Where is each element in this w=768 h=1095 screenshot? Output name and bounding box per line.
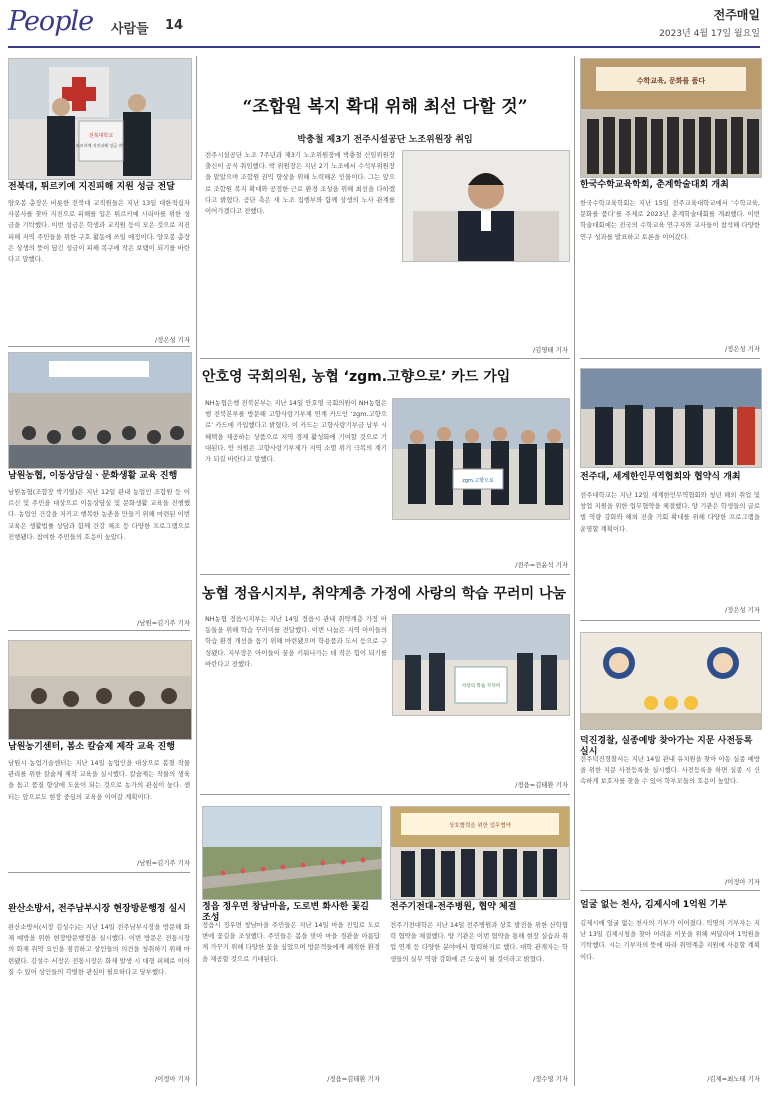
byline-nh-card: /전주=전윤석 기자 bbox=[515, 561, 568, 569]
byline-study-kit: /정읍=김태환 기자 bbox=[515, 781, 568, 789]
body-wansan-fire: 완산소방서(서장 김성수)는 지난 14일 전주남부시장을 방문해 화재 예방을 위한 현장방문행정을 실시했다. 이번 방문은 전통시장의 화재 취약 요인을 점검하고 상인들의 의견을 청취하기 위해 마련됐다. 김성수 서장은 전통시장은 화재 발생 시 대형 피해로 이어질 수 있어 상인들의 각별한 관심이 필요하다고 당부했다. bbox=[8, 923, 190, 976]
byline-namwon-nh: /남원=김기주 기자 bbox=[137, 619, 190, 627]
section-title: 사람들 bbox=[111, 22, 149, 37]
headline-flower-road: 정읍 정우면 창남마을, 도로변 화사한 꽃길 조성 bbox=[202, 902, 369, 924]
body-study-kit-cont bbox=[392, 718, 568, 774]
byline-jeonbuk: /정은성 기자 bbox=[154, 336, 190, 344]
article-divider bbox=[580, 890, 760, 891]
photo-kijeon-agreement bbox=[390, 806, 570, 900]
byline-angel: /김제=최노태 기자 bbox=[707, 1075, 760, 1083]
photo-sign-agreement: 상호협력을 위한 업무협약 bbox=[449, 823, 511, 829]
photo-jeonbuk-donation bbox=[8, 58, 192, 180]
headline-study-kit: 농협 정읍시지부, 취약계층 가정에 사랑의 학습 꾸러미 나눔 bbox=[202, 586, 567, 602]
body-jeonbuk: 양오봉 총장은 비롯한 전북대 교직원들은 지난 13일 대한적십자 사봉사를 찾아 지진으로 피해를 입은 튀르키예 시리아를 위한 성금을 기탁했다. 이번 성금은 학생과 교직원 등이 모은 것으로 지진 피해 지역 주민들을 위한 구호 활동에 쓰일 예정이다. 양오봉 총장은 상생의 뜻이 담긴 성금이 피해 복구에 작은 보탬이 되기를 바란다고 말했다. bbox=[8, 199, 190, 264]
headline-angel: 얼굴 없는 천사, 김제시에 1억원 기부 bbox=[580, 900, 728, 910]
article-divider bbox=[8, 872, 190, 873]
article-divider bbox=[8, 346, 190, 347]
headline-math: 한국수학교육학회, 춘계학술대회 개최 bbox=[580, 180, 729, 190]
photo-math-conference bbox=[580, 58, 762, 178]
photo-sign-trk: 튀르키예 지진피해 성금 전달 bbox=[75, 143, 127, 148]
body-union-cont bbox=[402, 265, 568, 345]
body-namwon-nh: 남원농협(조합장 박기열)은 지난 12일 관내 농업인 조합원 등 어르신 및 주민을 대상으로 이동상담실 및 문화생활 교육을 진행했다. 농업인 건강을 지키고 행복한 농촌을 만들기 위해 마련된 이번 교육은 생활법률 상담과 함께 건강 체조 등 다양한 프로그램으로 진행됐다. 참여한 주민들의 호응이 높았다. bbox=[8, 488, 190, 541]
photo-sign-study: 사랑의 학습 꾸러미 bbox=[461, 684, 501, 689]
photo-namwon-calcium bbox=[8, 640, 192, 740]
headline-namwon-agri: 남원농기센터, 봄소 칼슘제 제작 교육 진행 bbox=[8, 742, 175, 752]
photo-nh-card bbox=[392, 398, 570, 520]
headline-police: 덕진경찰, 실종예방 찾아가는 지문 사전등록 실시 bbox=[580, 736, 753, 758]
column-divider-right bbox=[574, 56, 575, 1086]
article-divider bbox=[580, 358, 760, 359]
headline-jeonbuk: 전북대, 튀르키예 지진피해 지원 성금 전달 bbox=[8, 182, 175, 192]
body-study-kit: NH농협 정읍시지부는 지난 14일 정읍시 관내 취약계층 가정 아동들을 위해 학습 꾸러미를 전달했다. 이번 나눔은 지역 아이들의 학습 환경 개선을 돕기 위해 마련됐으며 학용품과 도서 등으로 구성됐다. 지부장은 아이들이 꿈을 키워나가는 데 작은 힘이 되기를 바란다고 전했다. bbox=[205, 615, 387, 668]
photo-namwon-class bbox=[8, 352, 192, 469]
photo-sign-card: zgm.고향으로 bbox=[462, 478, 494, 484]
article-divider bbox=[580, 620, 760, 621]
photo-jeonju-univ bbox=[580, 368, 762, 468]
photo-police-fingerprint bbox=[580, 632, 762, 730]
byline-flower-road: /정읍=김태환 기자 bbox=[327, 1075, 380, 1083]
section-brand: People bbox=[8, 6, 94, 37]
newspaper-name: 전주매일 bbox=[713, 8, 760, 22]
headline-nh-card: 안호영 국회의원, 농협 ‘zgm.고향으로’ 카드 가입 bbox=[202, 369, 511, 385]
body-angel: 김제시에 얼굴 없는 천사의 기부가 이어졌다. 익명의 기부자는 지난 13일 김제시청을 찾아 어려운 이웃을 위해 써달라며 1억원을 기탁했다. 시는 기부자의 뜻에 따라 취약계층 지원에 사용할 계획이다. bbox=[580, 919, 760, 961]
body-kijeon: 전주기전대학은 지난 14일 전주병원과 상호 발전을 위한 산학협력 협약을 체결했다. 양 기관은 이번 협약을 통해 현장 실습과 취업 연계 등 다양한 분야에서 협력하기로 했다. 대학 관계자는 학생들의 실무 역량 강화에 큰 도움이 될 것이라고 밝혔다. bbox=[390, 921, 568, 963]
byline-wansan-fire: /이정아 기자 bbox=[154, 1075, 190, 1083]
article-divider bbox=[200, 794, 570, 795]
body-police: 전주덕진경찰서는 지난 14일 관내 유치원을 찾아 아동 실종 예방을 위한 지문 사전등록을 실시했다. 사전등록을 하면 실종 시 신속하게 보호자를 찾을 수 있어 학부모들의 호응이 높았다. bbox=[580, 755, 760, 786]
byline-math: /정은성 기자 bbox=[724, 345, 760, 353]
article-divider bbox=[200, 574, 570, 575]
masthead bbox=[8, 4, 760, 48]
byline-union: /김영태 기자 bbox=[532, 346, 568, 354]
issue-date: 2023년 4월 17일 월요일 bbox=[659, 29, 760, 39]
byline-namwon-agri: /남원=김기주 기자 bbox=[137, 859, 190, 867]
byline-police: /이정아 기자 bbox=[724, 878, 760, 886]
column-divider-left bbox=[196, 56, 197, 1086]
photo-union-portrait bbox=[402, 150, 570, 262]
headline-jeonju-univ: 전주대, 세계한인무역협회와 협약식 개최 bbox=[580, 472, 741, 482]
body-namwon-agri: 남원시 농업기술센터는 지난 14일 농업인을 대상으로 봄철 작물 관리를 위한 칼슘제 제작 교육을 실시했다. 칼슘제는 작물의 생육을 돕고 품질 향상에 도움이 되는 것으로 농가의 관심이 높다. 센터는 앞으로도 현장 중심의 교육을 이어갈 계획이다. bbox=[8, 759, 190, 801]
body-flower-road: 정읍시 정우면 창남마을 주민들은 지난 14일 마을 진입로 도로변에 꽃길을 조성했다. 주민들은 봄을 맞아 마을 경관을 아름답게 가꾸기 위해 다양한 꽃을 심었으며 방문객들에게 쾌적한 환경을 제공할 것으로 기대된다. bbox=[202, 921, 380, 963]
photo-flower-road bbox=[202, 806, 382, 900]
subhead-union: 박충철 제3기 전주시설공단 노조위원장 취임 bbox=[297, 135, 473, 145]
headline-kijeon: 전주기전대-전주병원, 협약 체결 bbox=[390, 902, 517, 912]
photo-sign-math: 수학교육, 문화를 품다 bbox=[636, 77, 706, 85]
photo-study-kit bbox=[392, 614, 570, 716]
body-union: 전주시설공단 노조 7주년과 제3기 노조위원장에 박충철 신임위원장 출신이 공식 취임했다. 박 위원장은 지난 2기 노조에서 수석부위원장을 맡았으며 조합원 권익 향상을 위해 노력해온 인물이다. 그는 앞으로 조합원 복지 확대와 공정한 근로 환경 조성을 위해 최선을 다하겠다고 밝혔다. 공단 측은 새 노조 집행부와 함께 상생의 노사 관계를 이어가겠다고 전했다. bbox=[205, 151, 395, 216]
headline-union: “조합원 복지 확대 위해 최선 다할 것” bbox=[242, 97, 528, 117]
byline-jeonju-univ: /정은성 기자 bbox=[724, 606, 760, 614]
masthead-rule bbox=[8, 46, 760, 48]
headline-wansan-fire: 완산소방서, 전주남부시장 현장방문행정 실시 bbox=[8, 904, 187, 914]
body-nh-card: NH농협은행 전북본부는 지난 14일 안호영 국회의원이 NH농협은행 전북본부를 방문해 고향사랑기부제 연계 카드인 ‘zgm.고향으로’ 카드에 가입했다고 밝혔다. 이 카드는 고향사랑기부금 납부 시 혜택을 제공하는 상품으로 지역 경제 활성화에 기여할 것으로 기대된다. 안 의원은 고향사랑기부제가 지역 소멸 위기 극복의 계기가 되길 바란다고 말했다. bbox=[205, 399, 387, 464]
headline-namwon-nh: 남원농협, 이동상담실ㆍ문화생활 교육 진행 bbox=[8, 471, 178, 481]
page-number: 14 bbox=[165, 18, 184, 33]
body-math: 한국수학교육학회는 지난 15일 전주교육대학교에서 ‘수학교육, 문화를 품다’를 주제로 2023년 춘계학술대회를 개최했다. 이번 학술대회에는 전국의 수학교육 연구자와 교사들이 참석해 다양한 연구 성과를 발표하고 토론을 이어갔다. bbox=[580, 199, 760, 241]
photo-sign-cross: 전북대학교 bbox=[88, 133, 114, 139]
article-divider bbox=[200, 358, 570, 359]
article-divider bbox=[8, 630, 190, 631]
byline-kijeon: /정수영 기자 bbox=[532, 1075, 568, 1083]
body-jeonju-univ: 전주대학교는 지난 12일 세계한인무역협회와 청년 해외 취업 및 창업 지원을 위한 업무협약을 체결했다. 양 기관은 학생들의 글로벌 역량 강화와 해외 진출 기회 확대를 위해 다양한 프로그램을 운영할 계획이다. bbox=[580, 491, 760, 533]
